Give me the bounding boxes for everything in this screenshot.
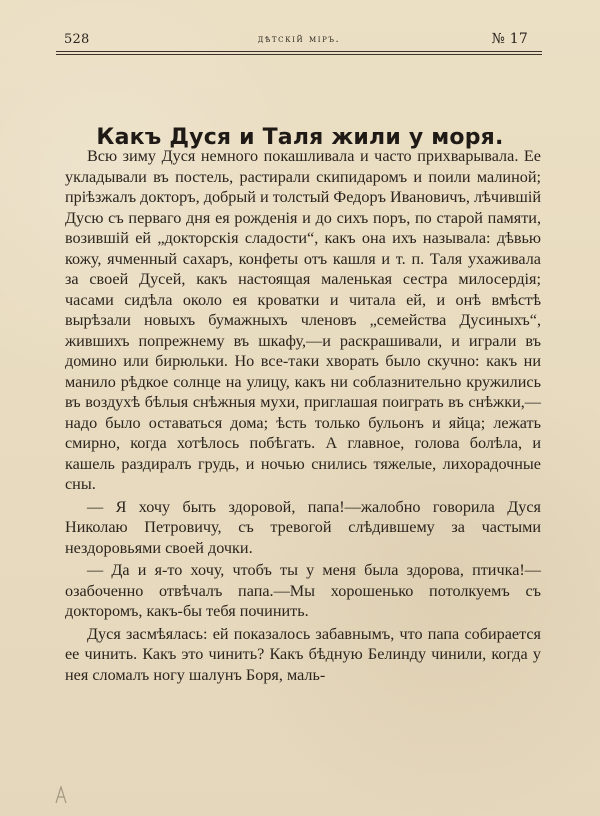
page-header [56,28,542,52]
page-number: 528 [64,32,90,47]
paragraph-3: — Да и я-то хочу, чтобъ ты у меня была здорова, птичка!—озабоченно отвѣчалъ папа.—Мы хорошенько потолкуемъ съ докторомъ, какъ-бы тебя починить. [65,561,541,620]
paragraph-1: Всю зиму Дуся немного покашливала и часто прихварывала. Ее укладывали въ постель, растирали скипидаромъ и поили малиной; пріѣзжалъ докторъ, добрый и толстый Федоръ Ивановичъ, лѣчившій Дусю съ перваго дня ея рожденія и до сихъ поръ, по старой памяти, возившій ей „докторскія сладости“, какъ она ихъ называла: дѣвью кожу, ячменный сахаръ, конфеты отъ кашля и т. п. Таля ухаживала за своей Дусей, какъ настоящая маленькая сестра милосердія; часами сидѣла около ея кроватки и читала ей, и онѣ вмѣстѣ вырѣзали новыхъ бумажныхъ членовъ „семейства Дусиныхъ“, жившихъ попрежнему въ шкафу,—и раскрашивали, и играли въ домино или бирюльки. Но все-таки хворать было скучно: какъ ни манило рѣдкое солнце на улицу, какъ ни соблазнительно кружились въ воздухѣ бѣлыя снѣжныя мухи, приглашая поиграть въ снѣжки,—надо было оставаться дома; ѣсть только бульонъ и яйца; лежать смирно, когда хотѣлось побѣгать. А главное, голова болѣла, и кашель раздиралъ грудь, и ночью снились тяжелые, лихорадочные сны. [65,147,541,493]
paragraph-4: Дуся засмѣялась: ей показалось забавнымъ, что папа собирается ее чинить. Какъ это чинить? Какъ бѣдную Белинду чинили, когда у нея сломалъ ногу шалунъ Боря, маль- [65,624,541,684]
running-title: дѣтскій міръ. [257,34,341,45]
issue-number: № 17 [491,31,528,47]
article-title: Какъ Дуся и Таля жили у моря. [96,124,504,150]
scan-mark-icon [55,786,67,804]
article-body [65,146,541,687]
paragraph-2: — Я хочу быть здоровой, папа!—жалобно говорила Дуся Николаю Петровичу, съ тревогой слѣдившему за частыми нездоровьями своей дочки. [65,497,541,557]
header-double-rule [56,51,542,52]
